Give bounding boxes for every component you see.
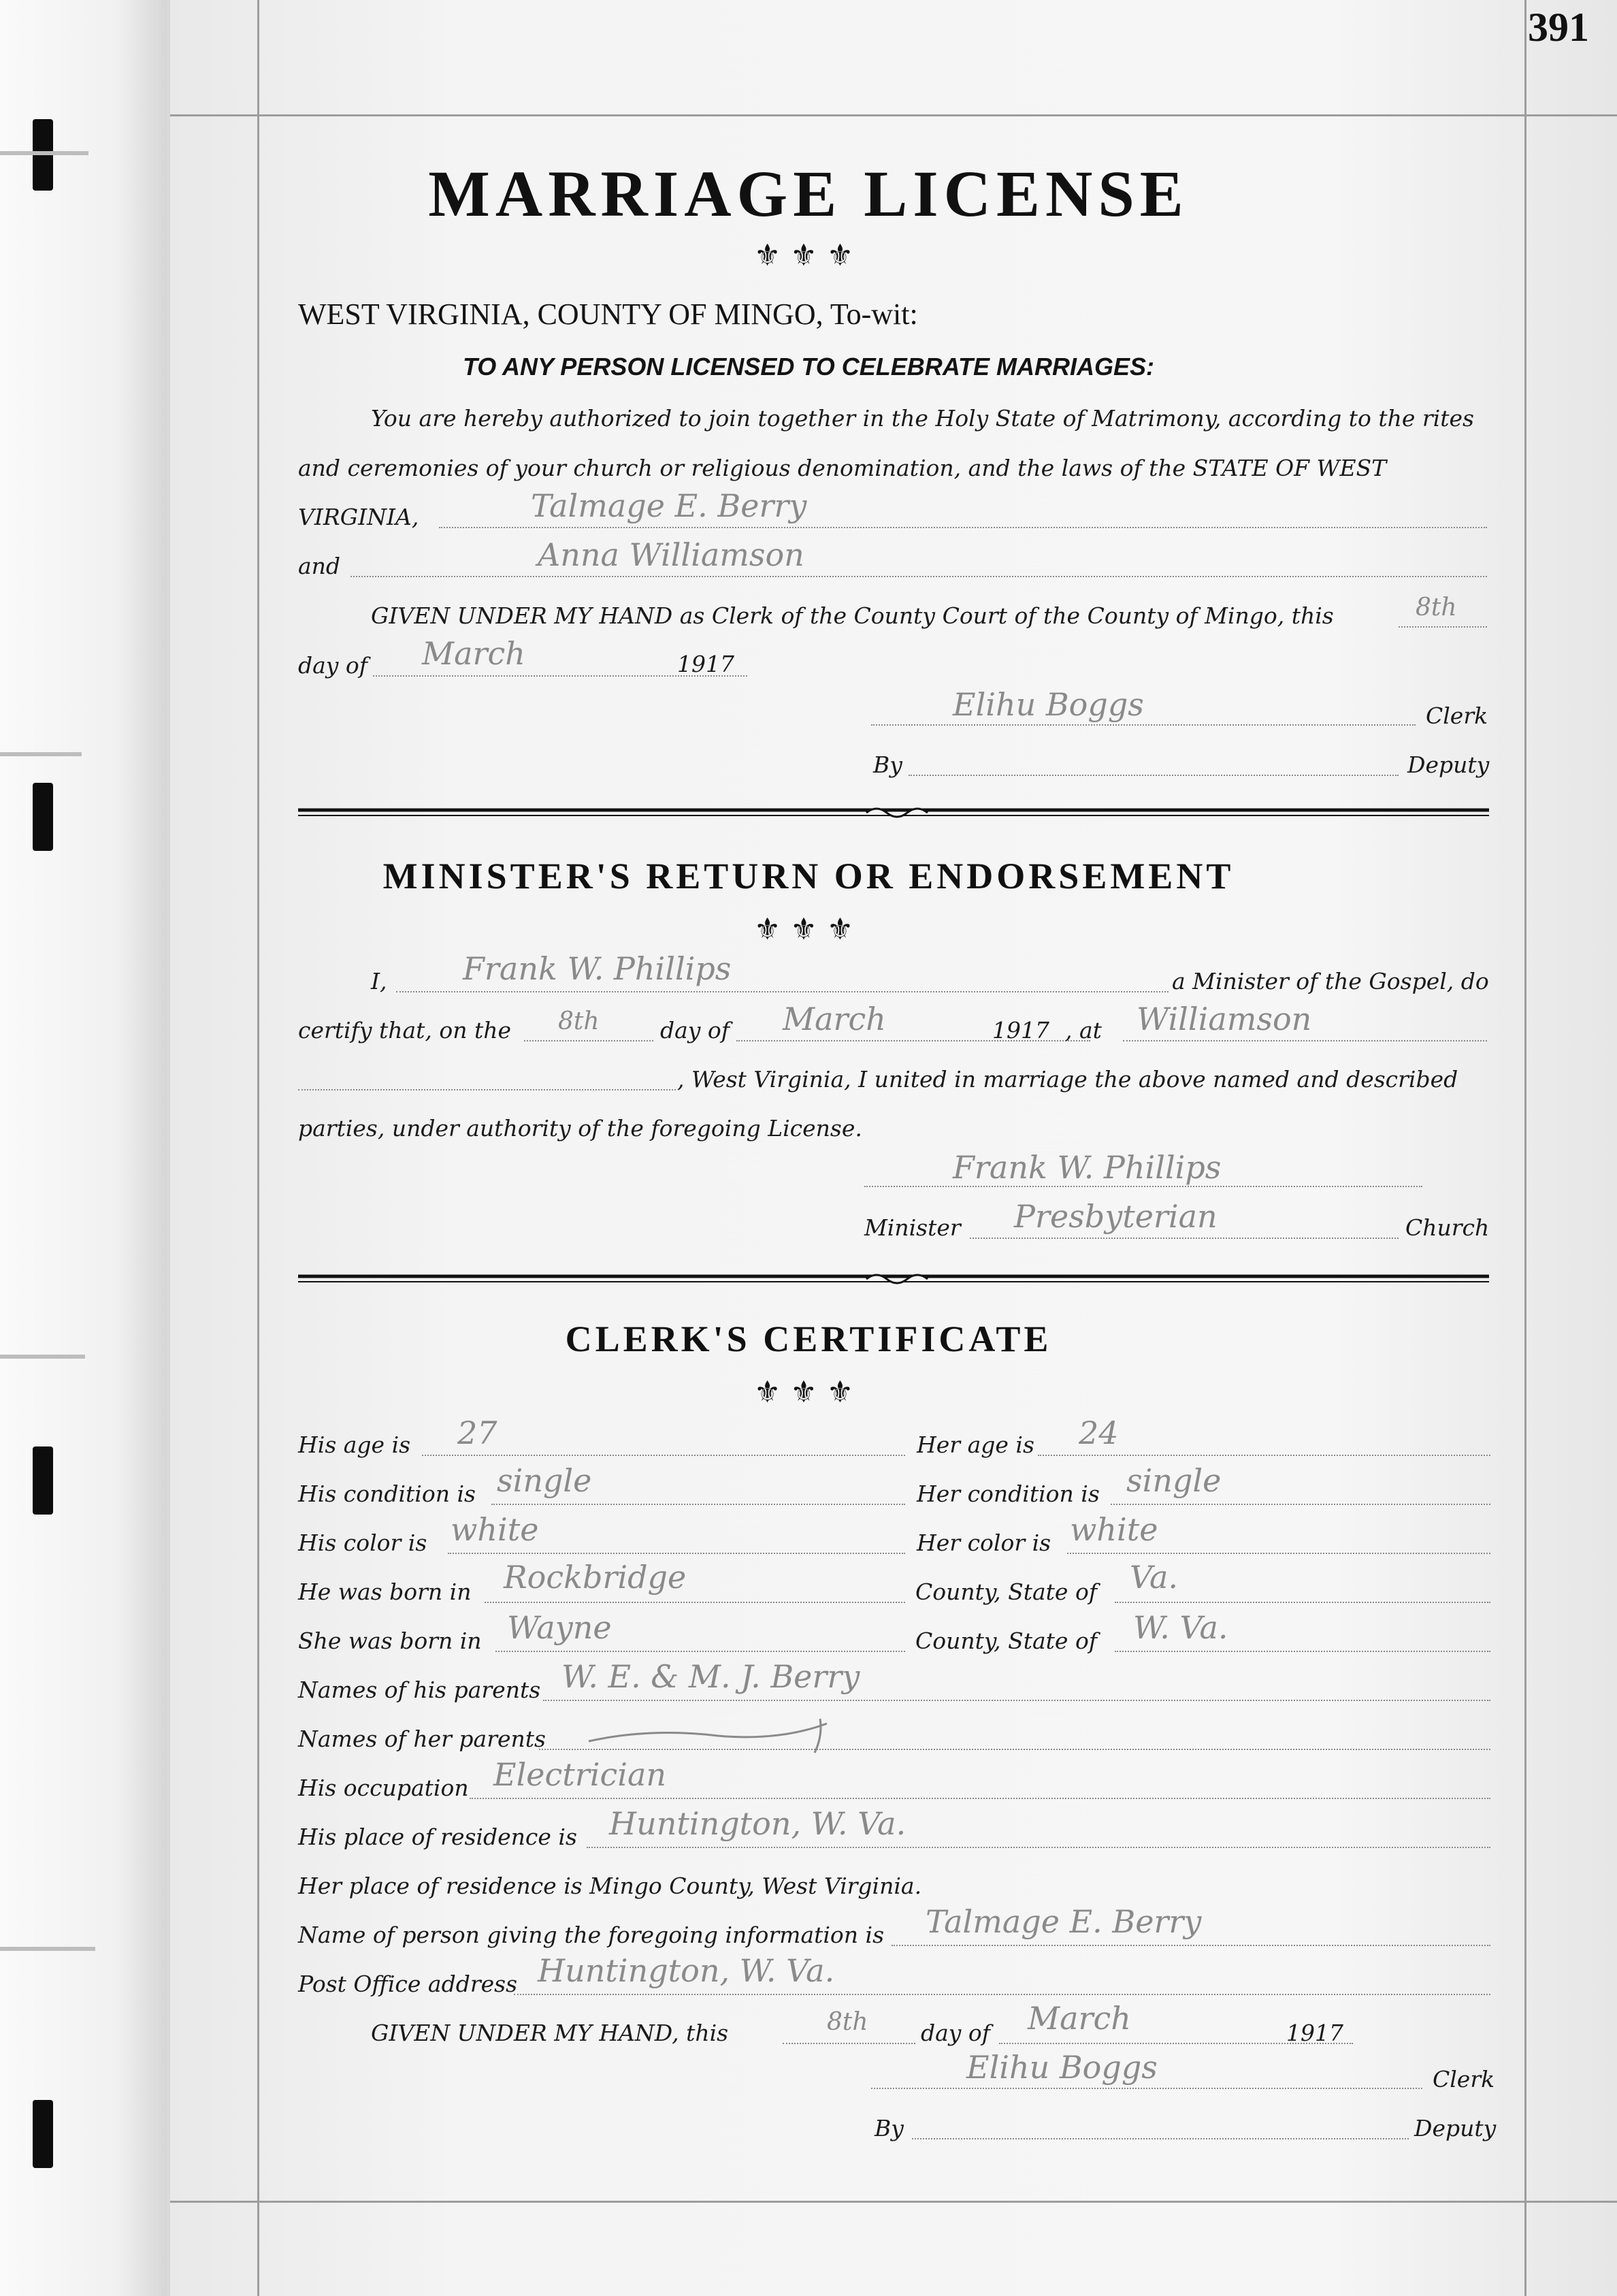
scan-streak xyxy=(0,1947,95,1951)
post-office-label: Post Office address xyxy=(298,1971,518,1997)
page-border-right xyxy=(1524,0,1526,2296)
given-day-line xyxy=(1399,626,1487,628)
deputy-label: Deputy xyxy=(1407,751,1490,778)
her-color-label: Her color is xyxy=(917,1530,1051,1556)
document-page xyxy=(170,0,1617,2296)
his-color: white xyxy=(451,1511,539,1548)
section-divider xyxy=(298,805,1489,820)
groom-name: Talmage E. Berry xyxy=(531,487,807,524)
binder-hole xyxy=(33,2100,53,2168)
fleur-de-lis-icon: ⚜⚜⚜ xyxy=(753,238,864,273)
he-state-line xyxy=(1115,1602,1490,1603)
her-color-line xyxy=(1067,1553,1490,1554)
clerk-line xyxy=(871,724,1416,726)
page-border-bottom xyxy=(170,2201,1617,2203)
certificate-title: CLERK'S CERTIFICATE xyxy=(565,1319,1052,1359)
his-condition-line xyxy=(491,1504,905,1505)
scan-streak xyxy=(0,151,88,155)
day-of-label: day of xyxy=(298,652,368,679)
clerk-signature: Elihu Boggs xyxy=(953,686,1144,723)
page-border-top xyxy=(170,114,1617,116)
county-heading: WEST VIRGINIA, COUNTY OF MINGO, To-wit: xyxy=(298,297,918,331)
her-condition-line xyxy=(1111,1504,1490,1505)
return-day: 8th xyxy=(558,1007,600,1035)
page-number: 391 xyxy=(1528,5,1589,50)
his-parents-label: Names of his parents xyxy=(298,1677,541,1703)
minister-signature: Frank W. Phillips xyxy=(953,1149,1222,1186)
his-age: 27 xyxy=(457,1414,497,1451)
certificate-by-label: By xyxy=(875,2115,904,2141)
united-text: , West Virginia, I united in marriage the above named and described xyxy=(677,1066,1458,1093)
church-line xyxy=(970,1238,1399,1239)
his-condition: single xyxy=(497,1462,592,1499)
return-title: MINISTER'S RETURN OR ENDORSEMENT xyxy=(382,856,1235,896)
license-year: 1917 xyxy=(677,651,734,677)
license-title: MARRIAGE LICENSE xyxy=(428,157,1189,230)
church-name: Presbyterian xyxy=(1014,1198,1218,1235)
she-state-line xyxy=(1115,1651,1490,1652)
return-month: March xyxy=(783,1001,886,1037)
his-residence: Huntington, W. Va. xyxy=(609,1805,906,1842)
post-office-line xyxy=(514,1994,1490,1995)
license-body-line2: and ceremonies of your church or religious denomination, and the laws of the STATE OF WEST xyxy=(298,455,1387,481)
certificate-given-label: GIVEN UNDER MY HAND, this xyxy=(371,2020,729,2046)
his-age-label: His age is xyxy=(298,1432,411,1458)
virginia-label: VIRGINIA, xyxy=(298,504,419,530)
her-age-label: Her age is xyxy=(917,1432,1034,1458)
her-condition: single xyxy=(1126,1462,1222,1499)
at-label: , at xyxy=(1065,1017,1102,1044)
minister-signature-line xyxy=(864,1186,1422,1187)
his-occupation-line xyxy=(470,1798,1490,1799)
post-office: Huntington, W. Va. xyxy=(538,1952,835,1989)
her-color: white xyxy=(1070,1511,1158,1548)
her-parents-label: Names of her parents xyxy=(298,1726,546,1752)
deputy-line xyxy=(909,775,1399,776)
certificate-given-day: 8th xyxy=(827,2008,868,2036)
binder-margin xyxy=(0,0,167,2296)
certificate-clerk-line xyxy=(871,2088,1422,2089)
parties-text: parties, under authority of the foregoing License. xyxy=(298,1115,862,1142)
he-born: Rockbridge xyxy=(504,1559,687,1596)
he-born-label: He was born in xyxy=(298,1579,472,1605)
binder-hole xyxy=(33,783,53,851)
addressee-heading: TO ANY PERSON LICENSED TO CELEBRATE MARRIAGES: xyxy=(462,353,1155,381)
clerk-label: Clerk xyxy=(1426,702,1488,729)
bride-name: Anna Williamson xyxy=(538,536,804,573)
informant-name: Talmage E. Berry xyxy=(926,1903,1202,1940)
her-age: 24 xyxy=(1079,1414,1119,1451)
his-age-line xyxy=(422,1455,905,1456)
license-body-line1: You are hereby authorized to join together in the Holy State of Matrimony, according to the rites xyxy=(371,405,1474,432)
minister-name-line xyxy=(396,991,1169,992)
his-parents-line xyxy=(543,1700,1490,1701)
marriage-place: Williamson xyxy=(1137,1001,1312,1037)
given-text: GIVEN UNDER MY HAND as Clerk of the County Court of the County of Mingo, this xyxy=(371,602,1334,629)
fleur-de-lis-icon: ⚜⚜⚜ xyxy=(753,1375,864,1410)
scan-streak xyxy=(0,752,82,756)
her-age-line xyxy=(1038,1455,1490,1456)
and-label: and xyxy=(298,553,341,579)
given-day: 8th xyxy=(1416,594,1457,621)
by-label: By xyxy=(873,751,902,778)
his-residence-line xyxy=(587,1847,1490,1848)
i-label: I, xyxy=(371,968,387,995)
groom-line xyxy=(439,527,1487,528)
certificate-clerk-label: Clerk xyxy=(1433,2066,1495,2092)
his-condition-label: His condition is xyxy=(298,1481,476,1507)
his-color-label: His color is xyxy=(298,1530,427,1556)
certificate-given-day-line xyxy=(783,2043,915,2044)
certificate-month: March xyxy=(1028,2000,1131,2037)
section-divider xyxy=(298,1272,1489,1287)
certificate-deputy-label: Deputy xyxy=(1414,2115,1497,2141)
his-color-line xyxy=(448,1553,905,1554)
return-day-line xyxy=(524,1040,653,1041)
she-county-state-label: County, State of xyxy=(915,1628,1098,1654)
bride-line xyxy=(350,576,1487,577)
place-line xyxy=(1123,1040,1487,1041)
certificate-clerk-signature: Elihu Boggs xyxy=(966,2049,1158,2086)
she-state: W. Va. xyxy=(1133,1609,1228,1646)
he-county-state-label: County, State of xyxy=(915,1579,1098,1605)
certificate-deputy-line xyxy=(912,2138,1409,2139)
she-born: Wayne xyxy=(507,1609,612,1646)
place-continuation-line xyxy=(298,1089,676,1090)
minister-name: Frank W. Phillips xyxy=(463,950,732,987)
his-occupation-label: His occupation xyxy=(298,1775,469,1801)
license-month: March xyxy=(422,635,525,672)
minister-label: Minister xyxy=(864,1214,961,1241)
church-label: Church xyxy=(1405,1214,1490,1241)
blank-dash-mark xyxy=(585,1715,844,1756)
certify-text: certify that, on the xyxy=(298,1017,512,1044)
certificate-day-of-label: day of xyxy=(921,2020,991,2046)
his-residence-label: His place of residence is xyxy=(298,1824,577,1850)
return-day-of-label: day of xyxy=(660,1017,730,1044)
informant-label: Name of person giving the foregoing information is xyxy=(298,1922,885,1948)
his-parents: W. E. & M. J. Berry xyxy=(561,1658,860,1695)
fleur-de-lis-icon: ⚜⚜⚜ xyxy=(753,912,864,947)
she-born-label: She was born in xyxy=(298,1628,482,1654)
return-year: 1917 xyxy=(992,1017,1049,1044)
his-occupation: Electrician xyxy=(493,1756,666,1793)
her-condition-label: Her condition is xyxy=(917,1481,1100,1507)
he-born-line xyxy=(485,1602,905,1603)
informant-line xyxy=(892,1945,1490,1946)
certificate-year: 1917 xyxy=(1286,2020,1343,2046)
binder-hole xyxy=(33,1446,53,1515)
she-born-line xyxy=(495,1651,905,1652)
he-state: Va. xyxy=(1130,1559,1179,1596)
page-border-left xyxy=(257,0,259,2296)
her-residence-text: Her place of residence is Mingo County, West Virginia. xyxy=(298,1873,922,1899)
minister-text: a Minister of the Gospel, do xyxy=(1172,968,1489,995)
